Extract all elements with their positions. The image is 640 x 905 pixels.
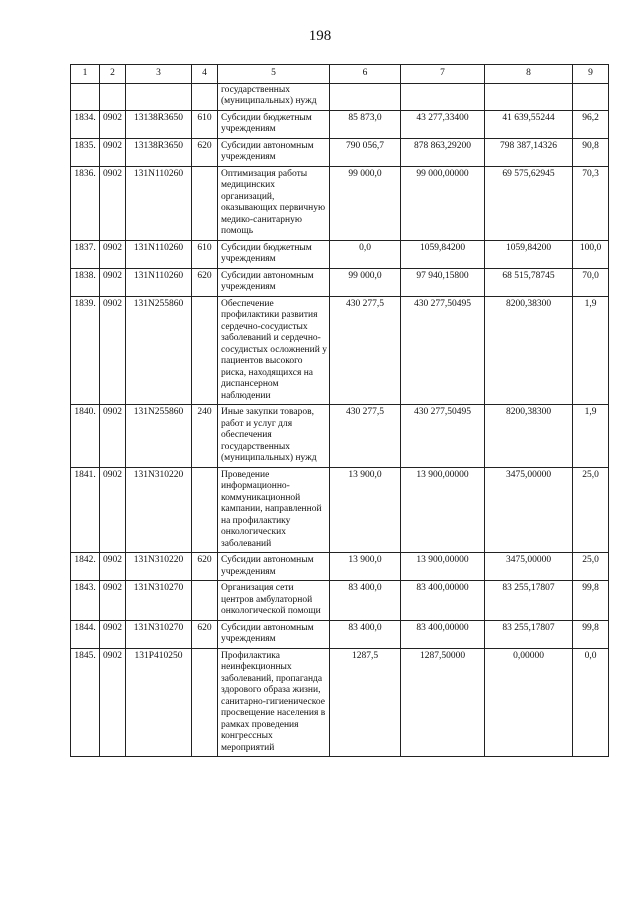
- expense-type: [192, 581, 218, 621]
- target-code: 131N255860: [126, 296, 192, 405]
- table-row: [71, 620, 609, 648]
- refined-amount: 13 900,00000: [401, 467, 485, 553]
- table-row: [71, 166, 609, 240]
- section-code: 0902: [100, 110, 126, 138]
- target-code: 131N255860: [126, 405, 192, 468]
- refined-amount: 97 940,15800: [401, 268, 485, 296]
- cell-empty: [485, 83, 573, 110]
- item-name: Оптимизация работы медицинских организаций, оказывающих первичную медико-санитарную помощь: [218, 166, 330, 240]
- target-code: 131N110260: [126, 268, 192, 296]
- target-code: 131N310270: [126, 581, 192, 621]
- refined-amount: 99 000,00000: [401, 166, 485, 240]
- expense-type: 610: [192, 110, 218, 138]
- table-row: [71, 581, 609, 621]
- expense-type: [192, 648, 218, 757]
- target-code: 131N310270: [126, 620, 192, 648]
- refined-amount: 83 400,00000: [401, 620, 485, 648]
- cell-empty: [573, 83, 609, 110]
- table-row: [71, 110, 609, 138]
- execution-percent: 25,0: [573, 553, 609, 581]
- row-number: 1842.: [71, 553, 100, 581]
- section-code: 0902: [100, 405, 126, 468]
- cell-empty: [100, 83, 126, 110]
- plan-amount: 99 000,0: [330, 166, 401, 240]
- expense-type: 240: [192, 405, 218, 468]
- refined-amount: 1287,50000: [401, 648, 485, 757]
- plan-amount: 790 056,7: [330, 138, 401, 166]
- item-name: Иные закупки товаров, работ и услуг для обеспечения государственных (муниципальных) нужд: [218, 405, 330, 468]
- target-code: 131N310220: [126, 553, 192, 581]
- table-row: [71, 240, 609, 268]
- table-row: [71, 648, 609, 757]
- row-number: 1834.: [71, 110, 100, 138]
- col-header: 3: [126, 65, 192, 84]
- execution-percent: 99,8: [573, 620, 609, 648]
- table-row: [71, 467, 609, 553]
- executed-amount: 69 575,62945: [485, 166, 573, 240]
- table-row: [71, 553, 609, 581]
- plan-amount: 430 277,5: [330, 405, 401, 468]
- plan-amount: 0,0: [330, 240, 401, 268]
- section-code: 0902: [100, 296, 126, 405]
- col-header: 2: [100, 65, 126, 84]
- refined-amount: 878 863,29200: [401, 138, 485, 166]
- cell-empty: [401, 83, 485, 110]
- refined-amount: 430 277,50495: [401, 296, 485, 405]
- executed-amount: 41 639,55244: [485, 110, 573, 138]
- executed-amount: 83 255,17807: [485, 581, 573, 621]
- col-header: 5: [218, 65, 330, 84]
- refined-amount: 13 900,00000: [401, 553, 485, 581]
- item-name: Обеспечение профилактики развития сердечно-сосудистых заболеваний и сердечно-сосудистых осложнений у пациентов высокого риска, находящихся на диспансерном наблюдении: [218, 296, 330, 405]
- table-row: [71, 405, 609, 468]
- expense-type: [192, 166, 218, 240]
- executed-amount: 0,00000: [485, 648, 573, 757]
- row-number: 1843.: [71, 581, 100, 621]
- execution-percent: 1,9: [573, 405, 609, 468]
- executed-amount: 798 387,14326: [485, 138, 573, 166]
- section-code: 0902: [100, 268, 126, 296]
- executed-amount: 3475,00000: [485, 553, 573, 581]
- table-row: [71, 296, 609, 405]
- cell-empty: [330, 83, 401, 110]
- continuation-row: [71, 83, 609, 110]
- executed-amount: 1059,84200: [485, 240, 573, 268]
- item-name: Проведение информационно-коммуникационной кампании, направленной на профилактику онкологических заболеваний: [218, 467, 330, 553]
- expense-type: 620: [192, 620, 218, 648]
- item-name: Субсидии автономным учреждениям: [218, 553, 330, 581]
- header-row: [71, 65, 609, 84]
- execution-percent: 25,0: [573, 467, 609, 553]
- section-code: 0902: [100, 166, 126, 240]
- refined-amount: 43 277,33400: [401, 110, 485, 138]
- plan-amount: 85 873,0: [330, 110, 401, 138]
- col-header: 1: [71, 65, 100, 84]
- row-number: 1840.: [71, 405, 100, 468]
- section-code: 0902: [100, 553, 126, 581]
- col-header: 4: [192, 65, 218, 84]
- row-number: 1841.: [71, 467, 100, 553]
- plan-amount: 1287,5: [330, 648, 401, 757]
- executed-amount: 3475,00000: [485, 467, 573, 553]
- row-number: 1844.: [71, 620, 100, 648]
- execution-percent: 70,3: [573, 166, 609, 240]
- continuation-text: государственных (муниципальных) нужд: [218, 83, 330, 110]
- plan-amount: 13 900,0: [330, 467, 401, 553]
- row-number: 1838.: [71, 268, 100, 296]
- execution-percent: 90,8: [573, 138, 609, 166]
- table-row: [71, 138, 609, 166]
- item-name: Субсидии бюджетным учреждениям: [218, 110, 330, 138]
- item-name: Субсидии автономным учреждениям: [218, 268, 330, 296]
- row-number: 1845.: [71, 648, 100, 757]
- execution-percent: 99,8: [573, 581, 609, 621]
- section-code: 0902: [100, 581, 126, 621]
- section-code: 0902: [100, 648, 126, 757]
- item-name: Субсидии автономным учреждениям: [218, 138, 330, 166]
- page-number: 198: [308, 28, 332, 44]
- target-code: 131N310220: [126, 467, 192, 553]
- col-header: 8: [485, 65, 573, 84]
- target-code: 131N110260: [126, 166, 192, 240]
- row-number: 1836.: [71, 166, 100, 240]
- expense-type: 620: [192, 553, 218, 581]
- execution-percent: 1,9: [573, 296, 609, 405]
- execution-percent: 96,2: [573, 110, 609, 138]
- expense-type: 620: [192, 138, 218, 166]
- execution-percent: 0,0: [573, 648, 609, 757]
- execution-percent: 70,0: [573, 268, 609, 296]
- col-header: 6: [330, 65, 401, 84]
- plan-amount: 83 400,0: [330, 581, 401, 621]
- section-code: 0902: [100, 240, 126, 268]
- executed-amount: 68 515,78745: [485, 268, 573, 296]
- expense-type: 620: [192, 268, 218, 296]
- expense-type: [192, 467, 218, 553]
- plan-amount: 99 000,0: [330, 268, 401, 296]
- item-name: Субсидии бюджетным учреждениям: [218, 240, 330, 268]
- refined-amount: 1059,84200: [401, 240, 485, 268]
- execution-percent: 100,0: [573, 240, 609, 268]
- expense-type: [192, 296, 218, 405]
- plan-amount: 83 400,0: [330, 620, 401, 648]
- cell-empty: [192, 83, 218, 110]
- item-name: Организация сети центров амбулаторной онкологической помощи: [218, 581, 330, 621]
- target-code: 131N110260: [126, 240, 192, 268]
- row-number: 1835.: [71, 138, 100, 166]
- section-code: 0902: [100, 620, 126, 648]
- col-header: 9: [573, 65, 609, 84]
- cell-empty: [126, 83, 192, 110]
- table-row: [71, 268, 609, 296]
- target-code: 13138R3650: [126, 110, 192, 138]
- executed-amount: 8200,38300: [485, 405, 573, 468]
- plan-amount: 430 277,5: [330, 296, 401, 405]
- section-code: 0902: [100, 467, 126, 553]
- target-code: 13138R3650: [126, 138, 192, 166]
- refined-amount: 430 277,50495: [401, 405, 485, 468]
- expense-type: 610: [192, 240, 218, 268]
- item-name: Субсидии автономным учреждениям: [218, 620, 330, 648]
- item-name: Профилактика неинфекционных заболеваний, пропаганда здорового образа жизни, санитарно-гигиеническое просвещение населения в рамках проведения конгрессных мероприятий: [218, 648, 330, 757]
- target-code: 131P410250: [126, 648, 192, 757]
- section-code: 0902: [100, 138, 126, 166]
- budget-table: [70, 64, 609, 757]
- refined-amount: 83 400,00000: [401, 581, 485, 621]
- row-number: 1837.: [71, 240, 100, 268]
- row-number: 1839.: [71, 296, 100, 405]
- plan-amount: 13 900,0: [330, 553, 401, 581]
- executed-amount: 83 255,17807: [485, 620, 573, 648]
- col-header: 7: [401, 65, 485, 84]
- cell-empty: [71, 83, 100, 110]
- executed-amount: 8200,38300: [485, 296, 573, 405]
